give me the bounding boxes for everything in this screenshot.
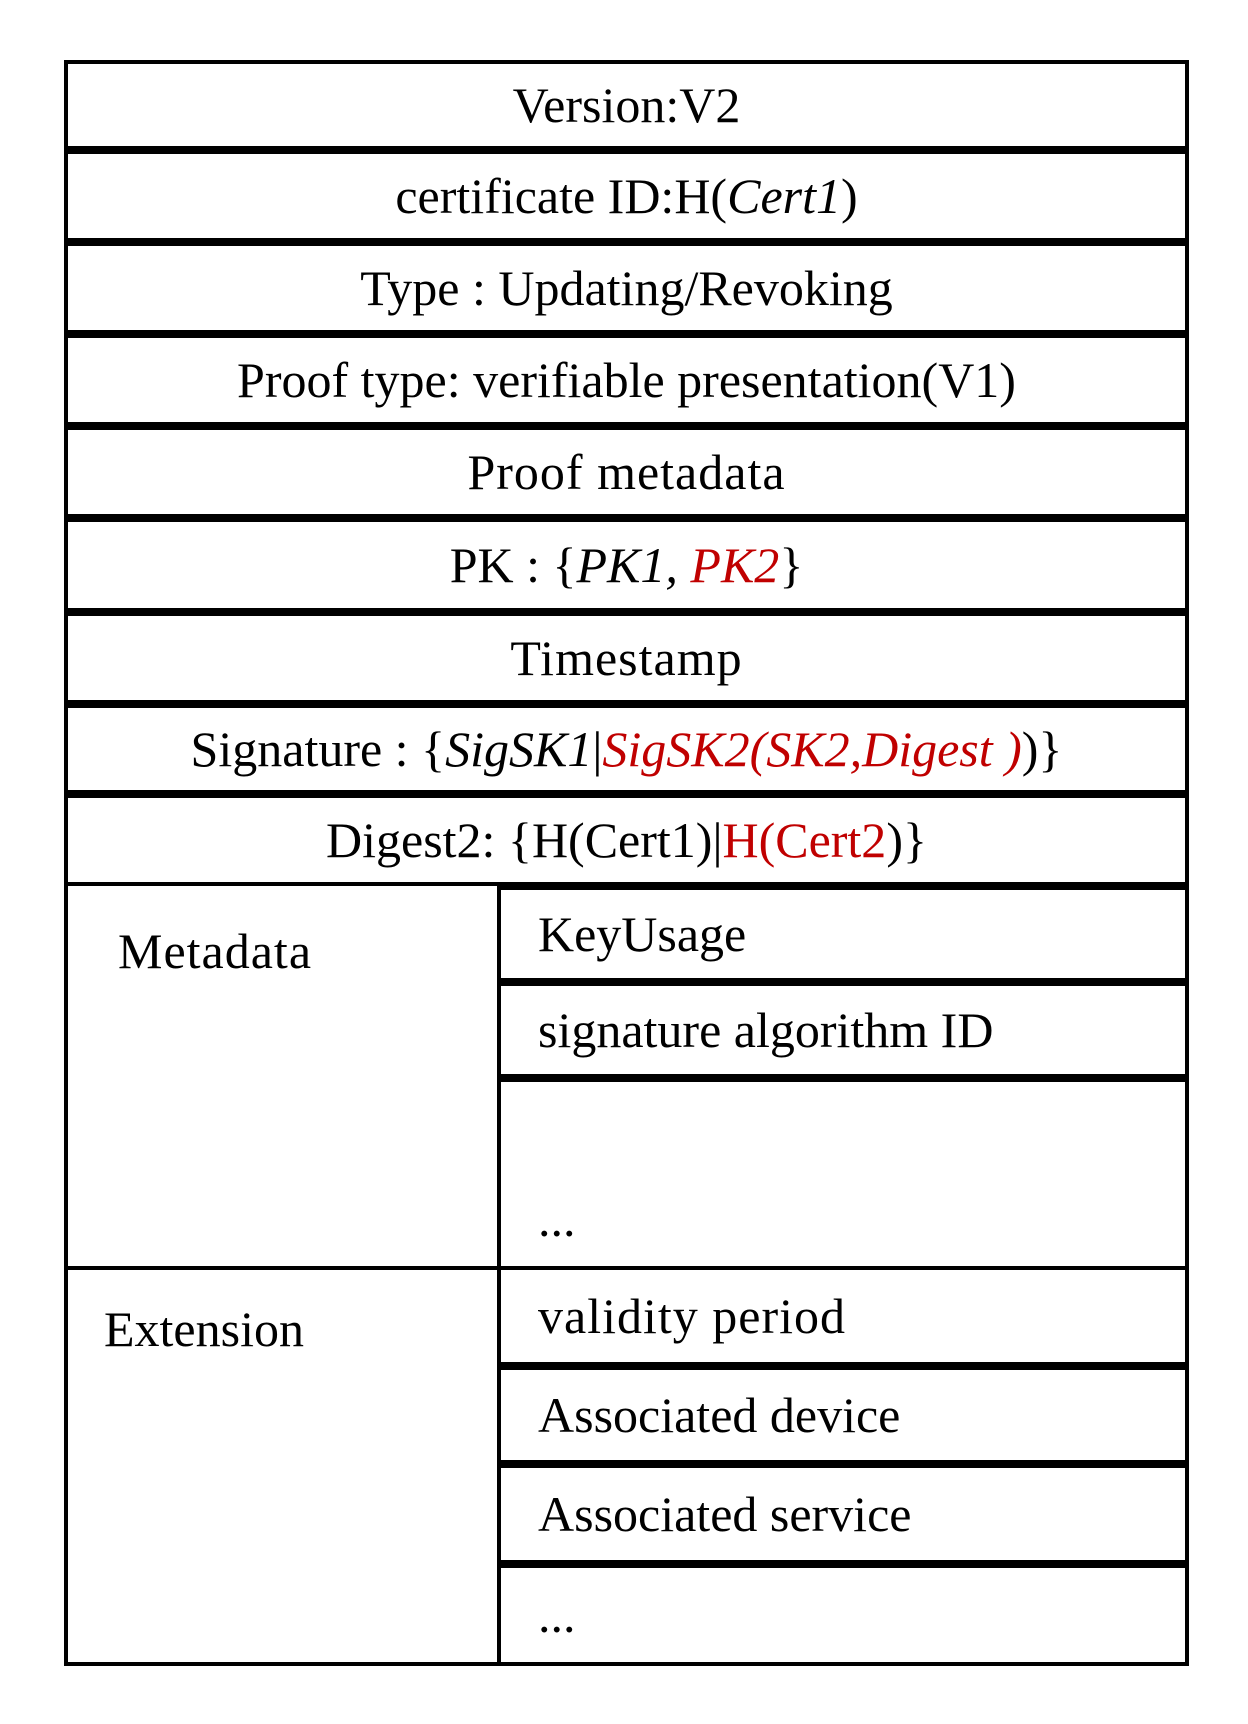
signature-prefix: Signature : {: [190, 721, 446, 777]
digest2-suffix: )}: [886, 812, 927, 868]
digest2-separator: |: [712, 812, 723, 868]
extension-group: [64, 1266, 504, 1666]
digest2-row: [64, 794, 1189, 886]
signature-sig2: SigSK2(SK2,Digest ): [602, 721, 1022, 777]
metadata-item-signature-algorithm-id: [497, 982, 1189, 1078]
pk-prefix: PK : {: [449, 537, 577, 593]
proof-metadata-text: Proof metadata: [467, 444, 786, 500]
metadata-item-label: signature algorithm ID: [538, 1002, 994, 1058]
timestamp-text: Timestamp: [510, 630, 743, 686]
certificate-id-row: [64, 150, 1189, 242]
type-row: [64, 242, 1189, 334]
proof-metadata-row: [64, 426, 1189, 518]
version-row: [64, 60, 1189, 150]
extension-item-associated-device: [497, 1366, 1189, 1464]
extension-item-validity-period: [497, 1266, 1189, 1366]
extension-item-label: validity period: [538, 1288, 846, 1344]
extension-item-label: ...: [538, 1587, 576, 1643]
digest2-hash2: H(Cert2: [722, 812, 887, 868]
timestamp-row: [64, 612, 1189, 704]
extension-item-ellipsis: [497, 1564, 1189, 1666]
proof-type-text: Proof type: verifiable presentation(V1): [237, 352, 1016, 408]
digest2-text: [326, 812, 927, 868]
extension-item-associated-service: [497, 1464, 1189, 1564]
type-text: Type : Updating/Revoking: [360, 260, 893, 316]
signature-separator: |: [592, 721, 603, 777]
extension-label: Extension: [104, 1301, 304, 1357]
signature-sig1: SigSK1: [445, 721, 593, 777]
signature-suffix: )}: [1021, 721, 1063, 777]
metadata-group: [64, 886, 504, 1270]
version-text: Version:V2: [512, 77, 741, 133]
certificate-id-value: Cert1: [727, 168, 841, 224]
pk-suffix: }: [779, 537, 804, 593]
extension-item-label: Associated device: [538, 1387, 901, 1443]
metadata-item-ellipsis: [497, 1078, 1189, 1270]
metadata-item-label: KeyUsage: [538, 906, 747, 962]
pk-key1: PK1,: [576, 537, 678, 593]
metadata-item-keyusage: [497, 886, 1189, 982]
pk-text: [449, 537, 804, 593]
metadata-label: Metadata: [118, 923, 313, 979]
proof-type-row: [64, 334, 1189, 426]
certificate-id-suffix: ): [841, 168, 858, 224]
pk-key2: PK2: [690, 537, 780, 593]
signature-text: [190, 721, 1063, 777]
signature-row: [64, 704, 1189, 794]
pk-row: [64, 518, 1189, 612]
digest2-prefix: Digest2: {H(Cert1): [326, 812, 713, 868]
metadata-item-label: ...: [538, 1191, 576, 1247]
extension-item-label: Associated service: [538, 1486, 912, 1542]
certificate-id-text: [395, 168, 858, 224]
certificate-id-prefix: certificate ID:H(: [395, 168, 728, 224]
